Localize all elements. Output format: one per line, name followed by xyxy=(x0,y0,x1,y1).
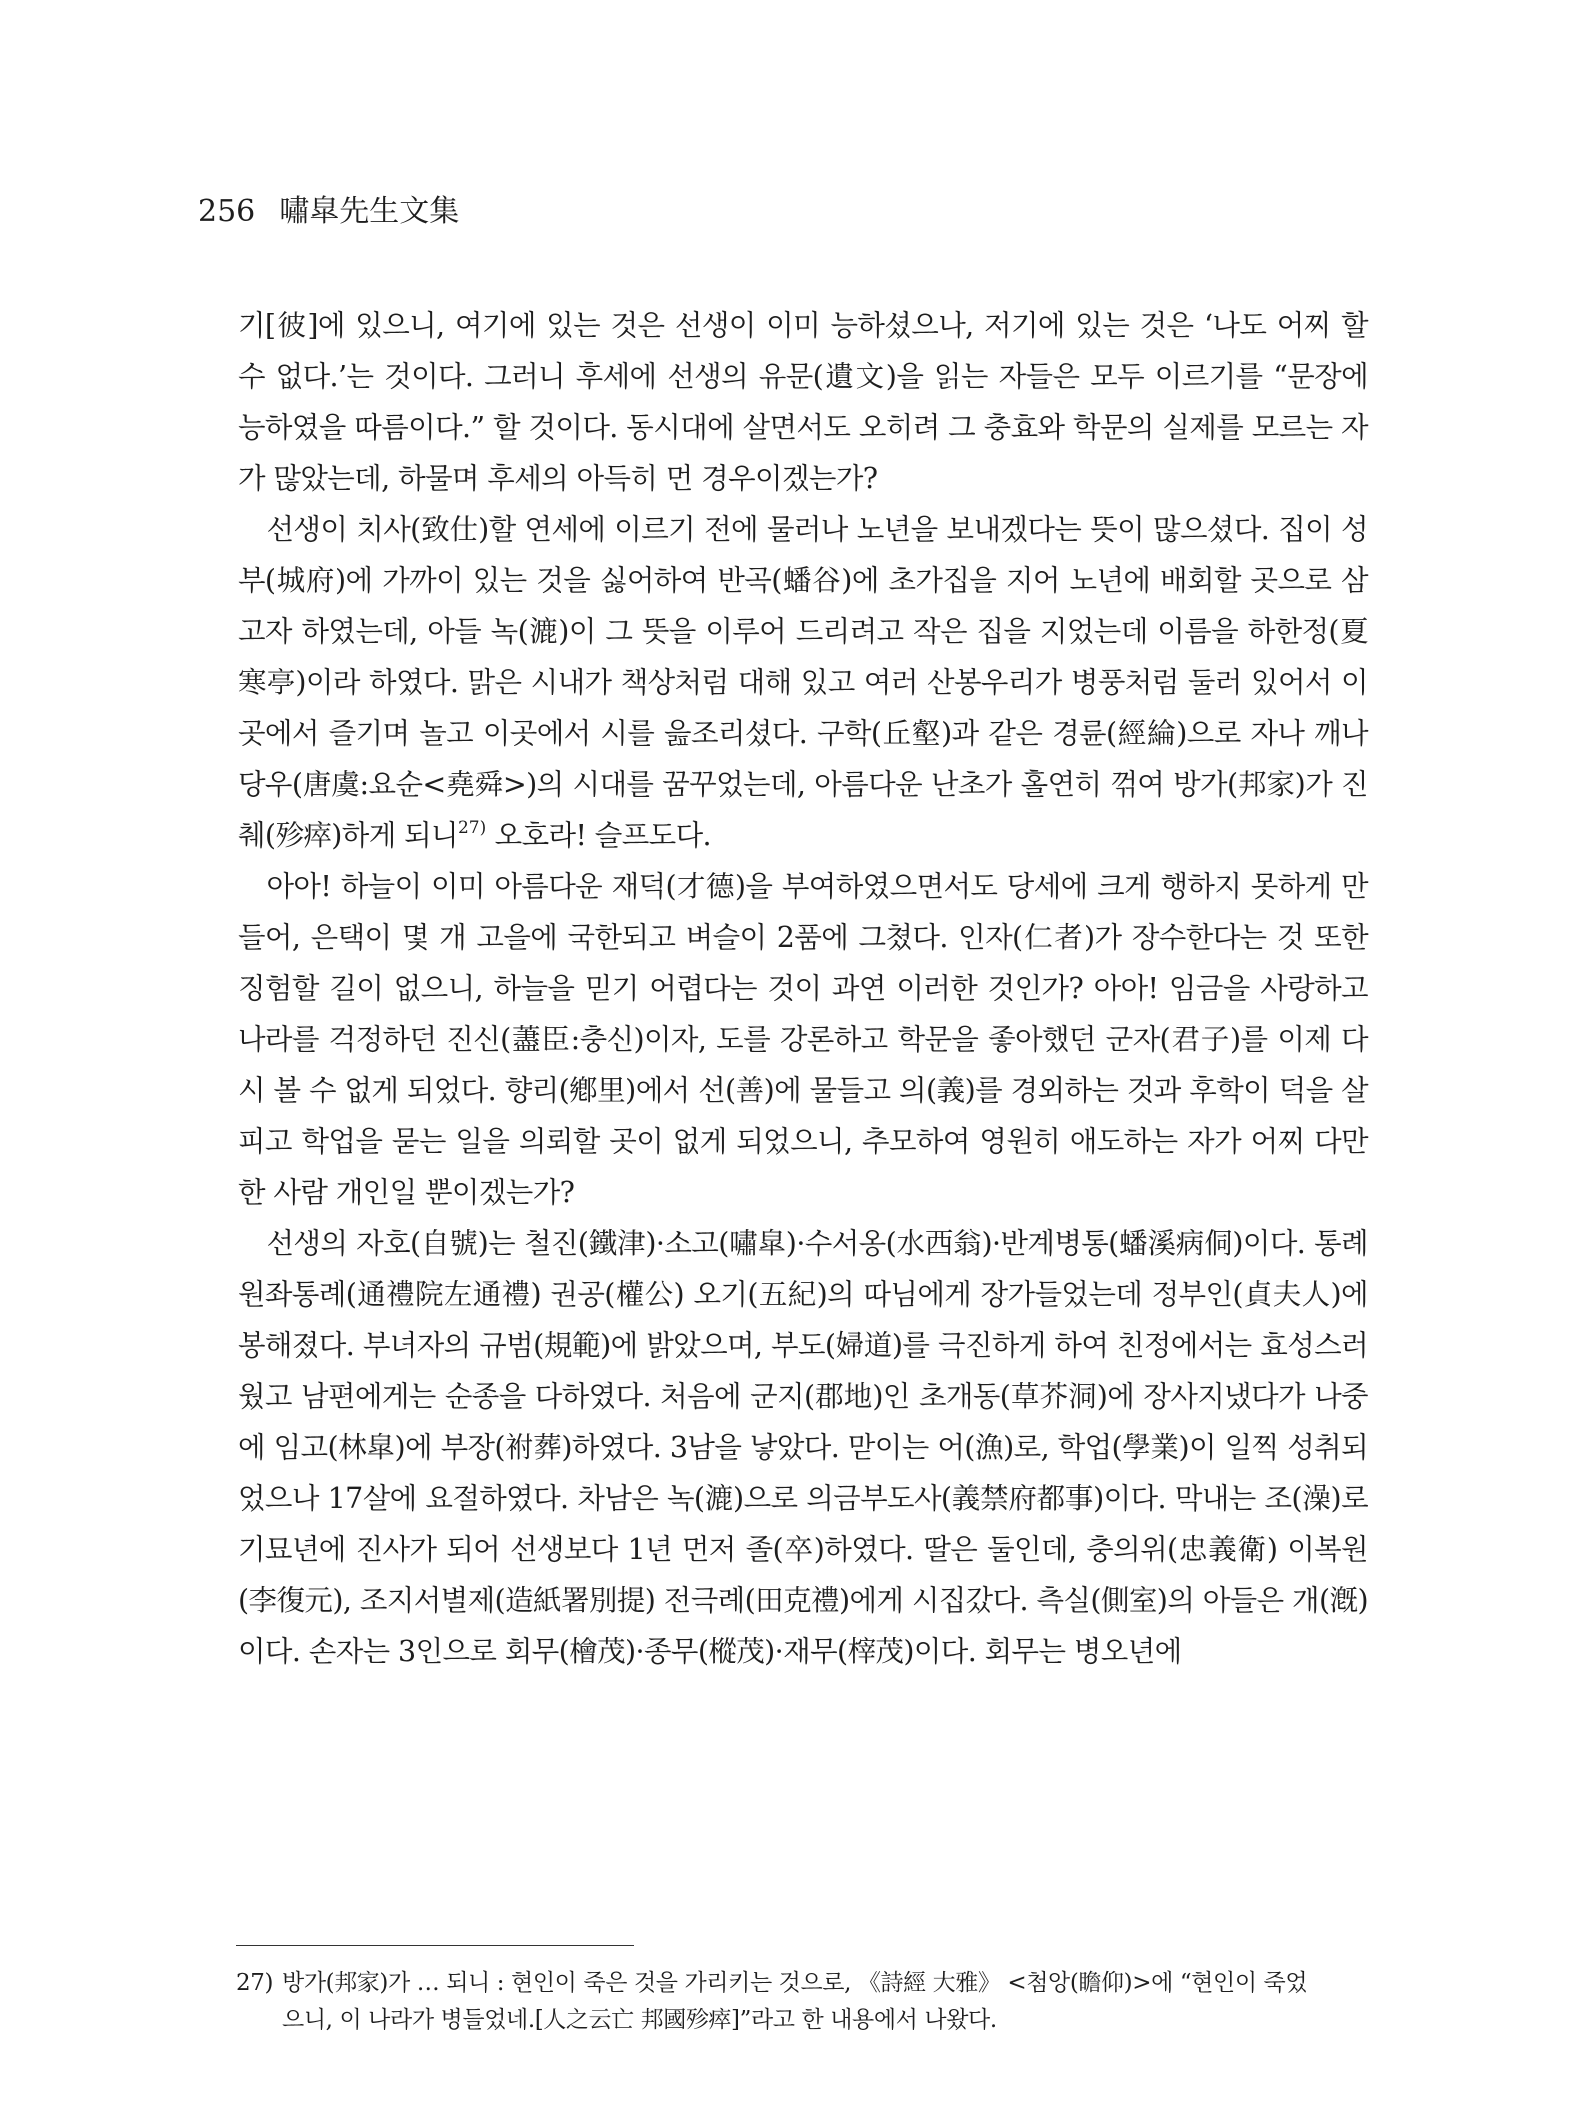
paragraph-text: 선생이 치사(致仕)할 연세에 이르기 전에 물러나 노년을 보내겠다는 뜻이 많으셨다. 집이 성부(城府)에 가까이 있는 것을 싫어하여 반곡(蟠谷)에 초가집을 지어 노년에 배회할 곳으로 삼고자 하였는데, 아들 녹(漉)이 그 뜻을 이루어 드리려고 작은 집을 지었는데 이름을 하한정(夏寒亭)이라 하였다. 맑은 시내가 책상처럼 대해 있고 여러 산봉우리가 병풍처럼 둘러 있어서 이곳에서 즐기며 놀고 이곳에서 시를 읊조리셨다. 구학(丘壑)과 같은 경륜(經綸)으로 자나 깨나 당우(唐虞:요순<堯舜>)의 시대를 꿈꾸었는데, 아름다운 난초가 홀연히 꺾여 방가(邦家)가 진췌(殄瘁)하게 되니 xyxy=(238,513,1368,852)
page-number: 256 xyxy=(198,194,256,229)
paragraph-continuation: 기[彼]에 있으니, 여기에 있는 것은 선생이 이미 능하셨으나, 저기에 있는 것은 ‘나도 어찌 할 수 없다.’는 것이다. 그러니 후세에 선생의 유문(遺文)을 읽는 자들은 모두 이르기를 “문장에 능하였을 따름이다.” 할 것이다. 동시대에 살면서도 오히려 그 충효와 학문의 실제를 모르는 자가 많았는데, 하물며 후세의 아득히 먼 경우이겠는가? xyxy=(238,309,1368,495)
footnote-number: 27) xyxy=(236,1970,274,1996)
footnote-divider xyxy=(236,1945,634,1946)
paragraph-lament: 아아! 하늘이 이미 아름다운 재덕(才德)을 부여하였으면서도 당세에 크게 행하지 못하게 만들어, 은택이 몇 개 고을에 국한되고 벼슬이 2품에 그쳤다. 인자(仁者)가 장수한다는 것 또한 징험할 길이 없으니, 하늘을 믿기 어렵다는 것이 과연 이러한 것인가? 아아! 임금을 사랑하고 나라를 걱정하던 진신(藎臣:충신)이자, 도를 강론하고 학문을 좋아했던 군자(君子)를 이제 다시 볼 수 없게 되었다. 향리(鄕里)에서 선(善)에 물들고 의(義)를 경외하는 것과 후학이 덕을 살피고 학업을 묻는 일을 의뢰할 곳이 없게 되었으니, 추모하여 영원히 애도하는 자가 어찌 다만 한 사람 개인일 뿐이겠는가? xyxy=(238,870,1368,1209)
footnote-text-line2: 으니, 이 나라가 병들었네.[人之云亡 邦國殄瘁]”라고 한 내용에서 나왔다. xyxy=(282,2007,997,2033)
paragraph-family: 선생의 자호(自號)는 철진(鐵津)·소고(嘯皐)·수서옹(水西翁)·반계병통(蟠溪病侗)이다. 통례원좌통례(通禮院左通禮) 권공(權公) 오기(五紀)의 따님에게 장가들었는데 정부인(貞夫人)에 봉해졌다. 부녀자의 규범(規範)에 밝았으며, 부도(婦道)를 극진하게 하여 친정에서는 효성스러웠고 남편에게는 순종을 다하였다. 처음에 군지(郡地)인 초개동(草芥洞)에 장사지냈다가 나중에 임고(林皐)에 부장(祔葬)하였다. 3남을 낳았다. 맏이는 어(漁)로, 학업(學業)이 일찍 성취되었으나 17살에 요절하였다. 차남은 녹(漉)으로 의금부도사(義禁府都事)이다. 막내는 조(澡)로 기묘년에 진사가 되어 선생보다 1년 먼저 졸(卒)하였다. 딸은 둘인데, 충의위(忠義衛) 이복원(李復元), 조지서별제(造紙署別提) 전극례(田克禮)에게 시집갔다. 측실(側室)의 아들은 개(漑)이다. 손자는 3인으로 회무(檜茂)·종무(樅茂)·재무(榟茂)이다. 회무는 병오년에 xyxy=(238,1227,1368,1668)
running-header xyxy=(198,192,459,232)
footnote-text-line1: 방가(邦家)가 … 되니 : 현인이 죽은 것을 가리키는 것으로, 《詩經 大雅》 <첨앙(瞻仰)>에 “현인이 죽었 xyxy=(282,1970,1308,1996)
main-text xyxy=(238,300,1368,1677)
footnote-reference[interactable]: 27) xyxy=(457,818,487,838)
footnote xyxy=(236,1965,1366,2039)
paragraph-retirement xyxy=(238,504,1368,861)
paragraph-text: 오호라! 슬프도다. xyxy=(486,819,711,852)
book-title: 嘯皐先生文集 xyxy=(279,194,460,229)
